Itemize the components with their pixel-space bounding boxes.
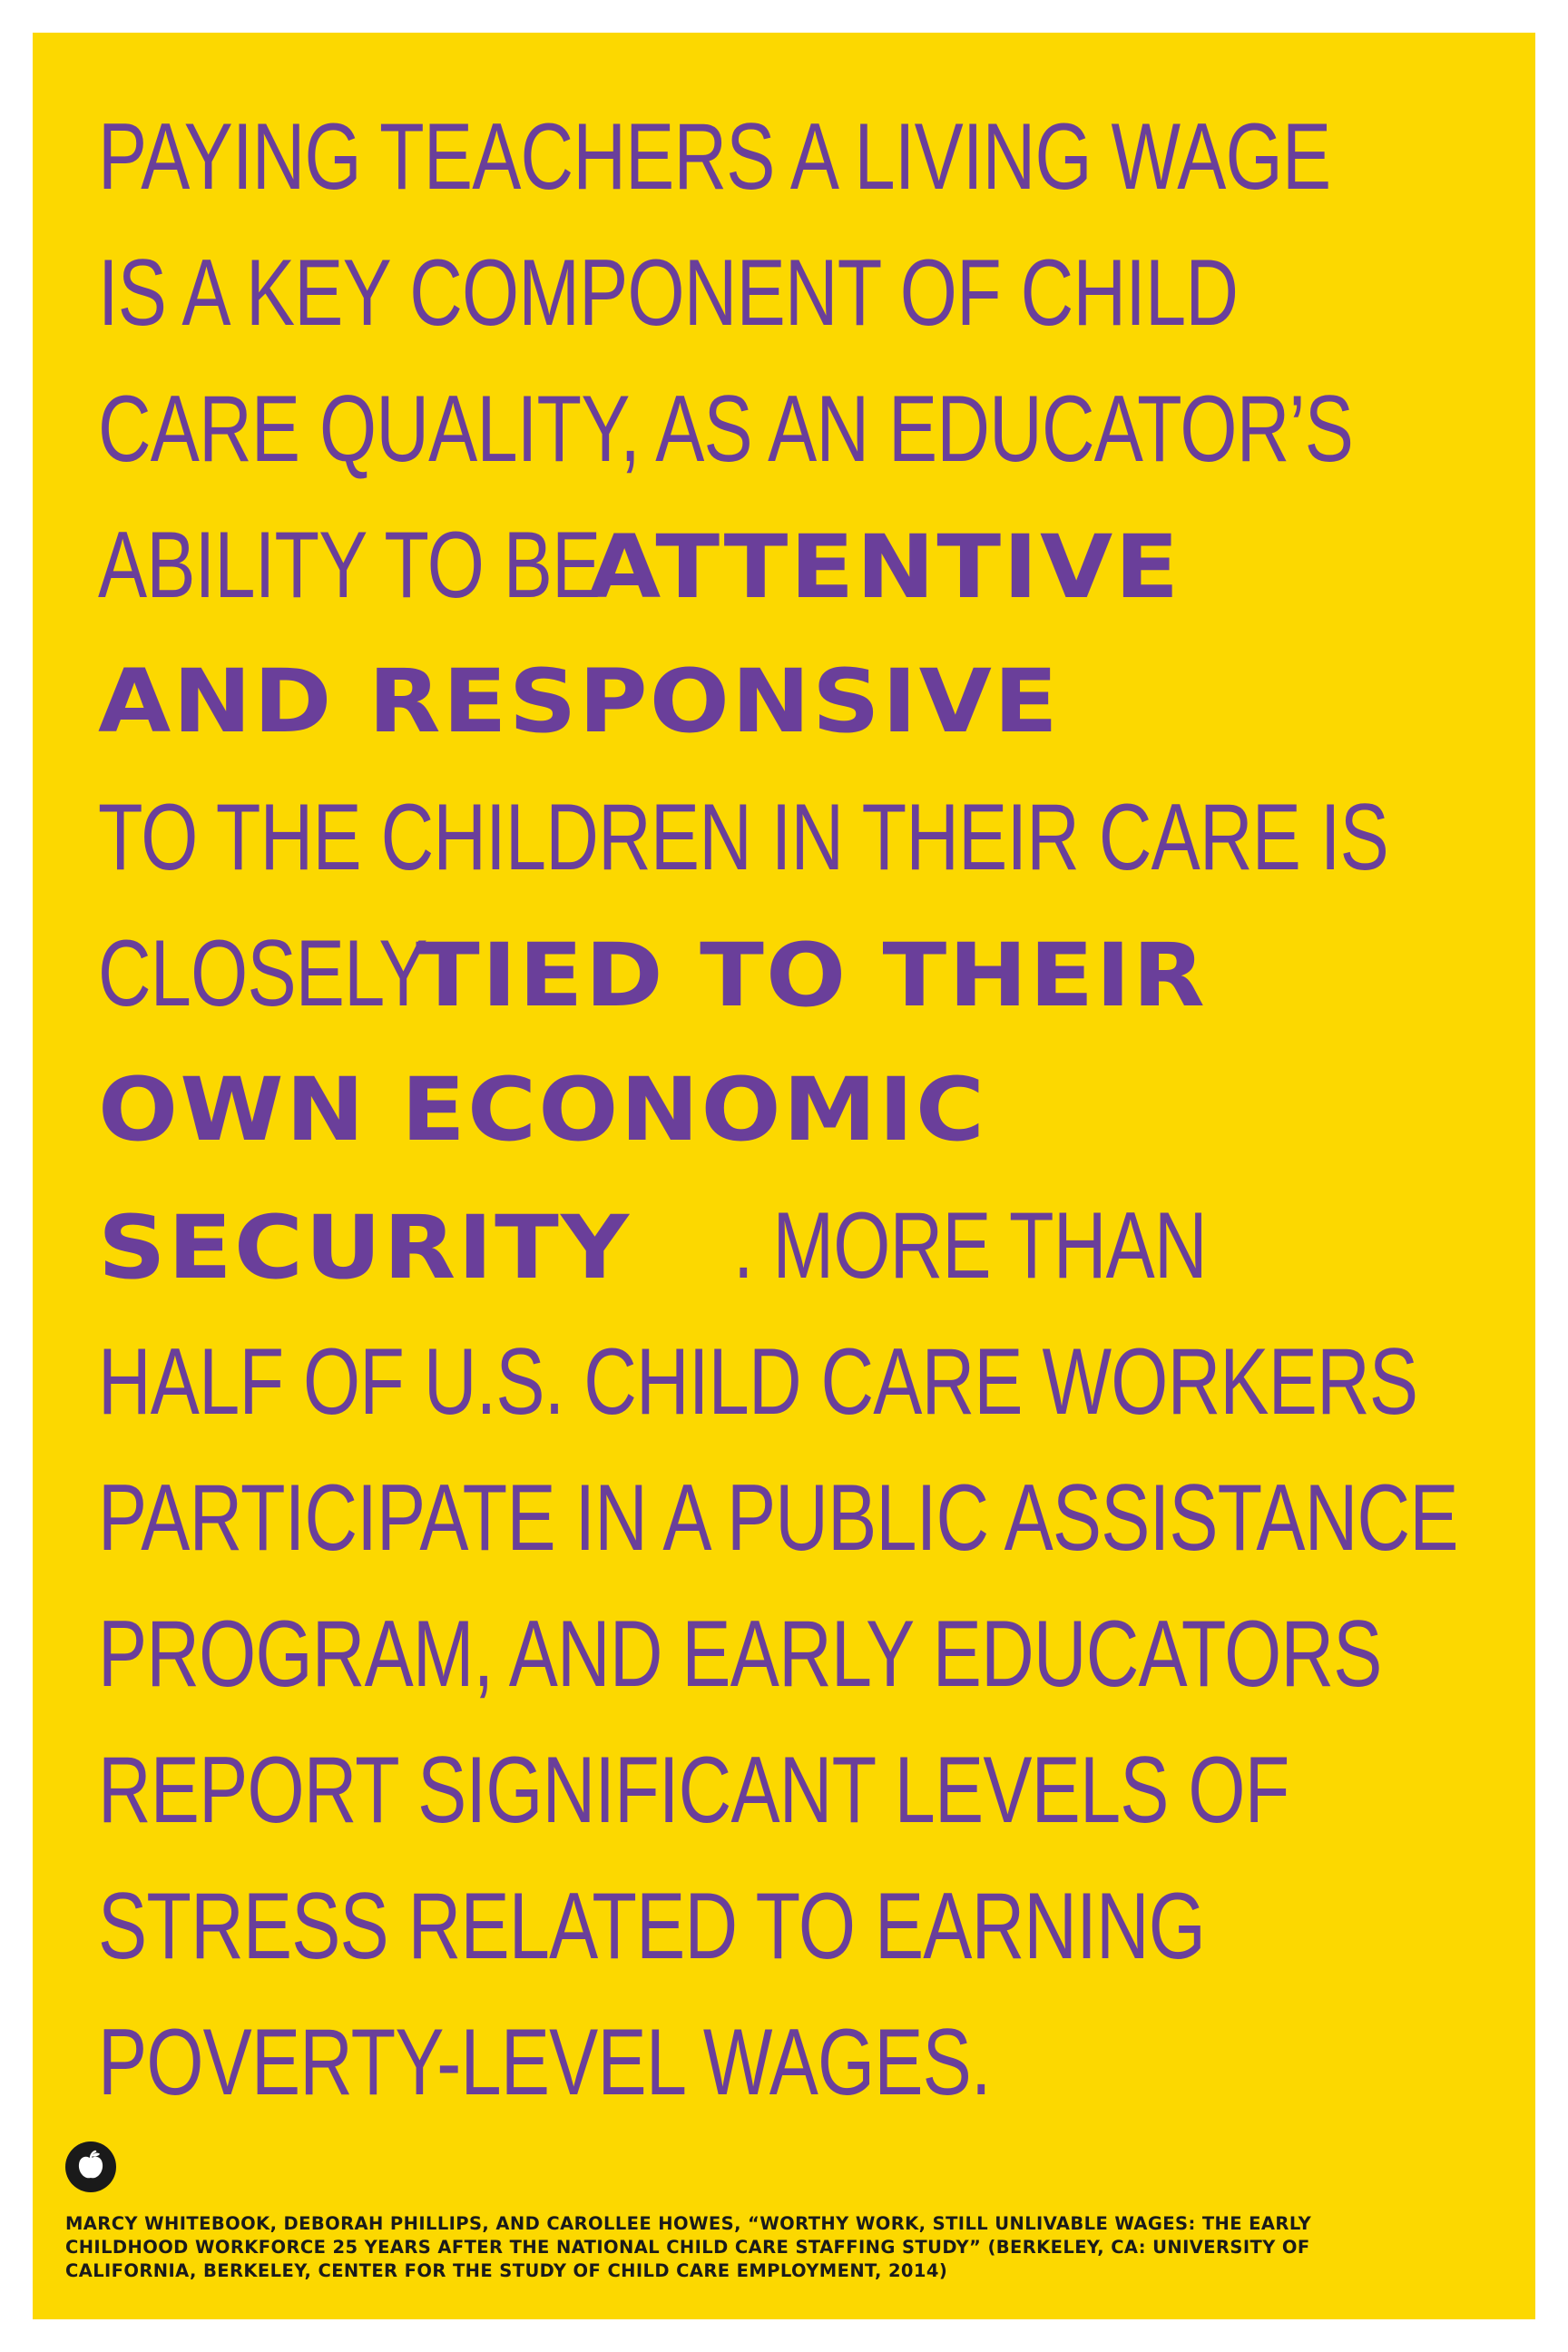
quote-line: [98, 1042, 1535, 1178]
quote-line: [98, 769, 1535, 906]
citation: MARCY WHITEBOOK, DEBORAH PHILLIPS, AND CAROLLEE HOWES, “WORTHY WORK, STILL UNLIVABLE WAGES: THE EARLY CHILDHOOD WORKFORCE 25 YEARS AFTER THE NATIONAL CHILD CARE STAFFING STUDY” (BERKELEY, CA: UNIVERSITY OF CALIFORNIA, BERKELEY, CENTER FOR THE STUDY OF CHILD CARE EMPLOYMENT, 2014): [65, 2213, 1312, 2281]
quote-line: [98, 89, 1535, 225]
quote-text: . MORE THAN: [733, 1193, 1207, 1298]
quote-line: [98, 1994, 1535, 2131]
quote-text: STRESS RELATED TO EARNING: [98, 1874, 1206, 1979]
quote-text: POVERTY-LEVEL WAGES.: [98, 2010, 991, 2115]
poster: [33, 33, 1535, 2319]
quote-line: [98, 906, 1535, 1042]
quote-emphasis: TIED TO THEIR: [416, 925, 1208, 1026]
quote-text: REPORT SIGNIFICANT LEVELS OF: [98, 1738, 1289, 1843]
quote-text: ABILITY TO BE: [98, 513, 601, 618]
apple-icon: [65, 2141, 116, 2192]
quote-emphasis: AND RESPONSIVE: [98, 651, 1060, 752]
quote-text: HALF OF U.S. CHILD CARE WORKERS: [98, 1329, 1418, 1435]
quote-line: [98, 1450, 1535, 1586]
quote-line: [98, 1314, 1535, 1450]
quote-text: TO THE CHILDREN IN THEIR CARE IS: [98, 785, 1388, 890]
quote-text: CLOSELY: [98, 921, 427, 1026]
quote-line: [98, 1722, 1535, 1858]
quote-emphasis: SECURITY: [98, 1197, 632, 1298]
quote-line: [98, 1586, 1535, 1722]
quote-emphasis: OWN ECONOMIC: [98, 1059, 987, 1161]
quote-text: PARTICIPATE IN A PUBLIC ASSISTANCE: [98, 1465, 1458, 1571]
quote-line: [98, 1858, 1535, 1994]
quote-text: PROGRAM, AND EARLY EDUCATORS: [98, 1602, 1382, 1707]
quote-text: CARE QUALITY, AS AN EDUCATOR’S: [98, 377, 1354, 482]
quote-text: PAYING TEACHERS A LIVING WAGE: [98, 104, 1331, 210]
quote-text: IS A KEY COMPONENT OF CHILD: [98, 240, 1239, 346]
quote-line: [98, 633, 1535, 769]
quote-line: [98, 497, 1535, 633]
quote-line: [98, 225, 1535, 361]
quote-block: [98, 89, 1535, 2131]
quote-line: [98, 361, 1535, 497]
quote-line: [98, 1178, 1535, 1314]
quote-emphasis: ATTENTIVE: [588, 516, 1181, 618]
